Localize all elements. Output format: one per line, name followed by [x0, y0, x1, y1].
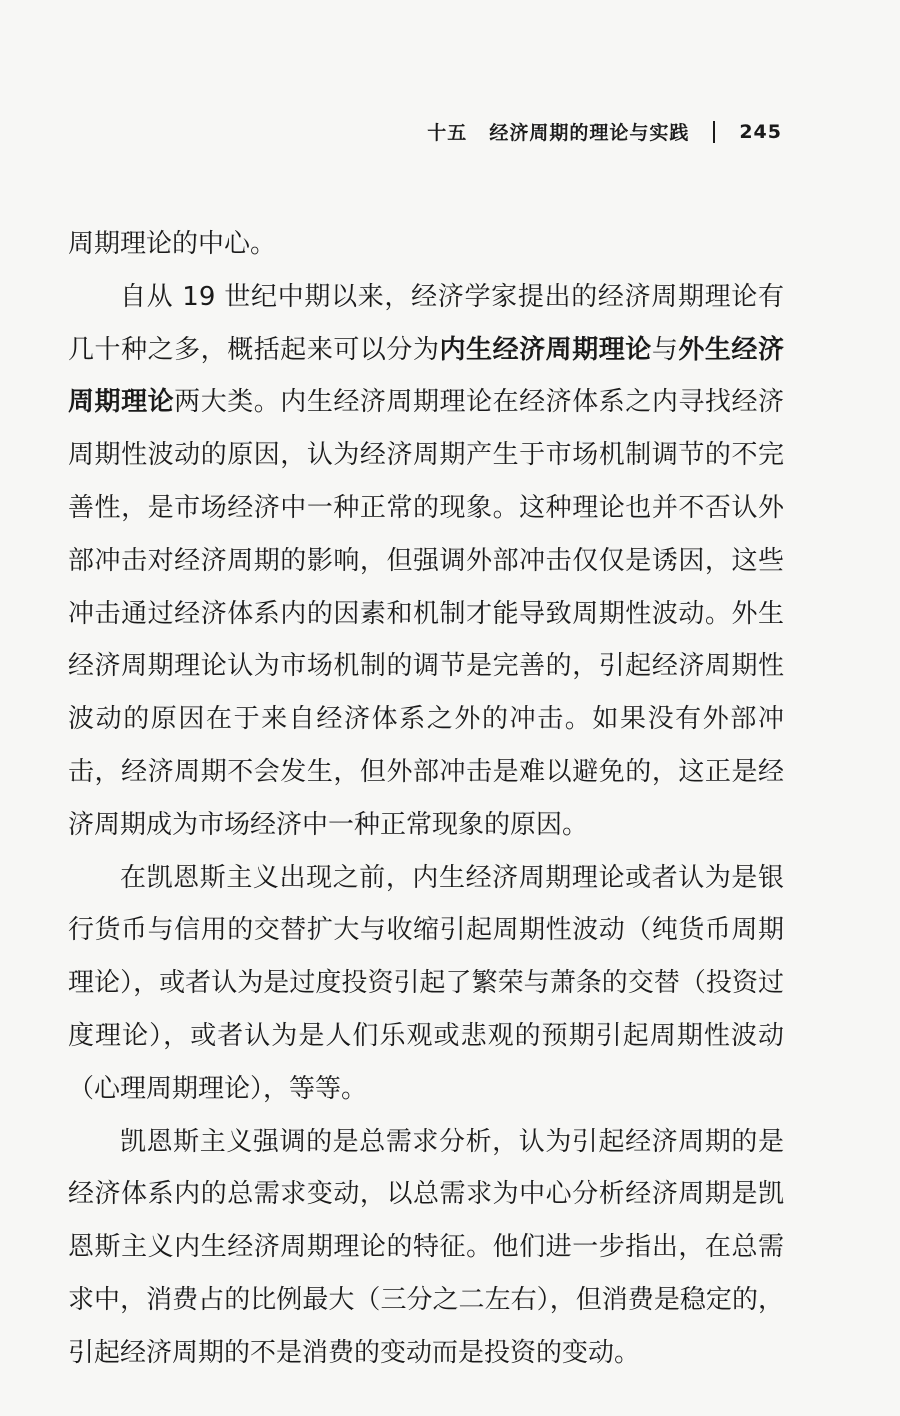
header-divider — [713, 121, 715, 143]
term-exogenous-theory: 外生经济周期理论 — [68, 334, 784, 418]
paragraph-keynesian: 凯恩斯主义强调的是总需求分析，认为引起经济周期的是经济体系内的总需求变动，以总需求为中心分析经济周期是凯恩斯主义内生经济周期理论的特征。他们进一步指出，在总需求中，消费占的比例最大（三分之二左右），但消费是稳定的，引起经济周期的不是消费的变动而是投资的变动。 — [68, 1126, 784, 1368]
page-number: 245 — [739, 120, 782, 143]
paragraph-continuation: 周期理论的中心。 — [68, 229, 277, 259]
body-text — [68, 218, 784, 1380]
text-span: 自从 19 世纪中期以来，经济学家提出的经济周期理论有几十种之多，概括起来可以分为 — [68, 281, 784, 365]
paragraph-theory-types — [68, 271, 784, 852]
paragraph-pre-keynesian: 在凯恩斯主义出现之前，内生经济周期理论或者认为是银行货币与信用的交替扩大与收缩引起周期性波动（纯货币周期理论），或者认为是过度投资引起了繁荣与萧条的交替（投资过度理论），或者认为是人们乐观或悲观的预期引起周期性波动（心理周期理论），等等。 — [68, 862, 784, 1104]
term-endogenous-theory: 内生经济周期理论 — [439, 334, 652, 365]
chapter-title: 经济周期的理论与实践 — [489, 122, 690, 144]
text-span: 两大类。内生经济周期理论在经济体系之内寻找经济周期性波动的原因，认为经济周期产生于市场机制调节的不完善性，是市场经济中一种正常的现象。这种理论也并不否认外部冲击对经济周期的影响，但强调外部冲击仅仅是诱因，这些冲击通过经济体系内的因素和机制才能导致周期性波动。外生经济周期理论认为市场机制的调节是完善的，引起经济周期性波动的原因在于来自经济体系之外的冲击。如果没有外部冲击，经济周期不会发生，但外部冲击是难以避免的，这正是经济周期成为市场经济中一种正常现象的原因。 — [68, 387, 784, 840]
text-span: 与 — [651, 334, 679, 365]
chapter-number: 十五 — [427, 122, 468, 144]
running-header — [427, 118, 782, 145]
